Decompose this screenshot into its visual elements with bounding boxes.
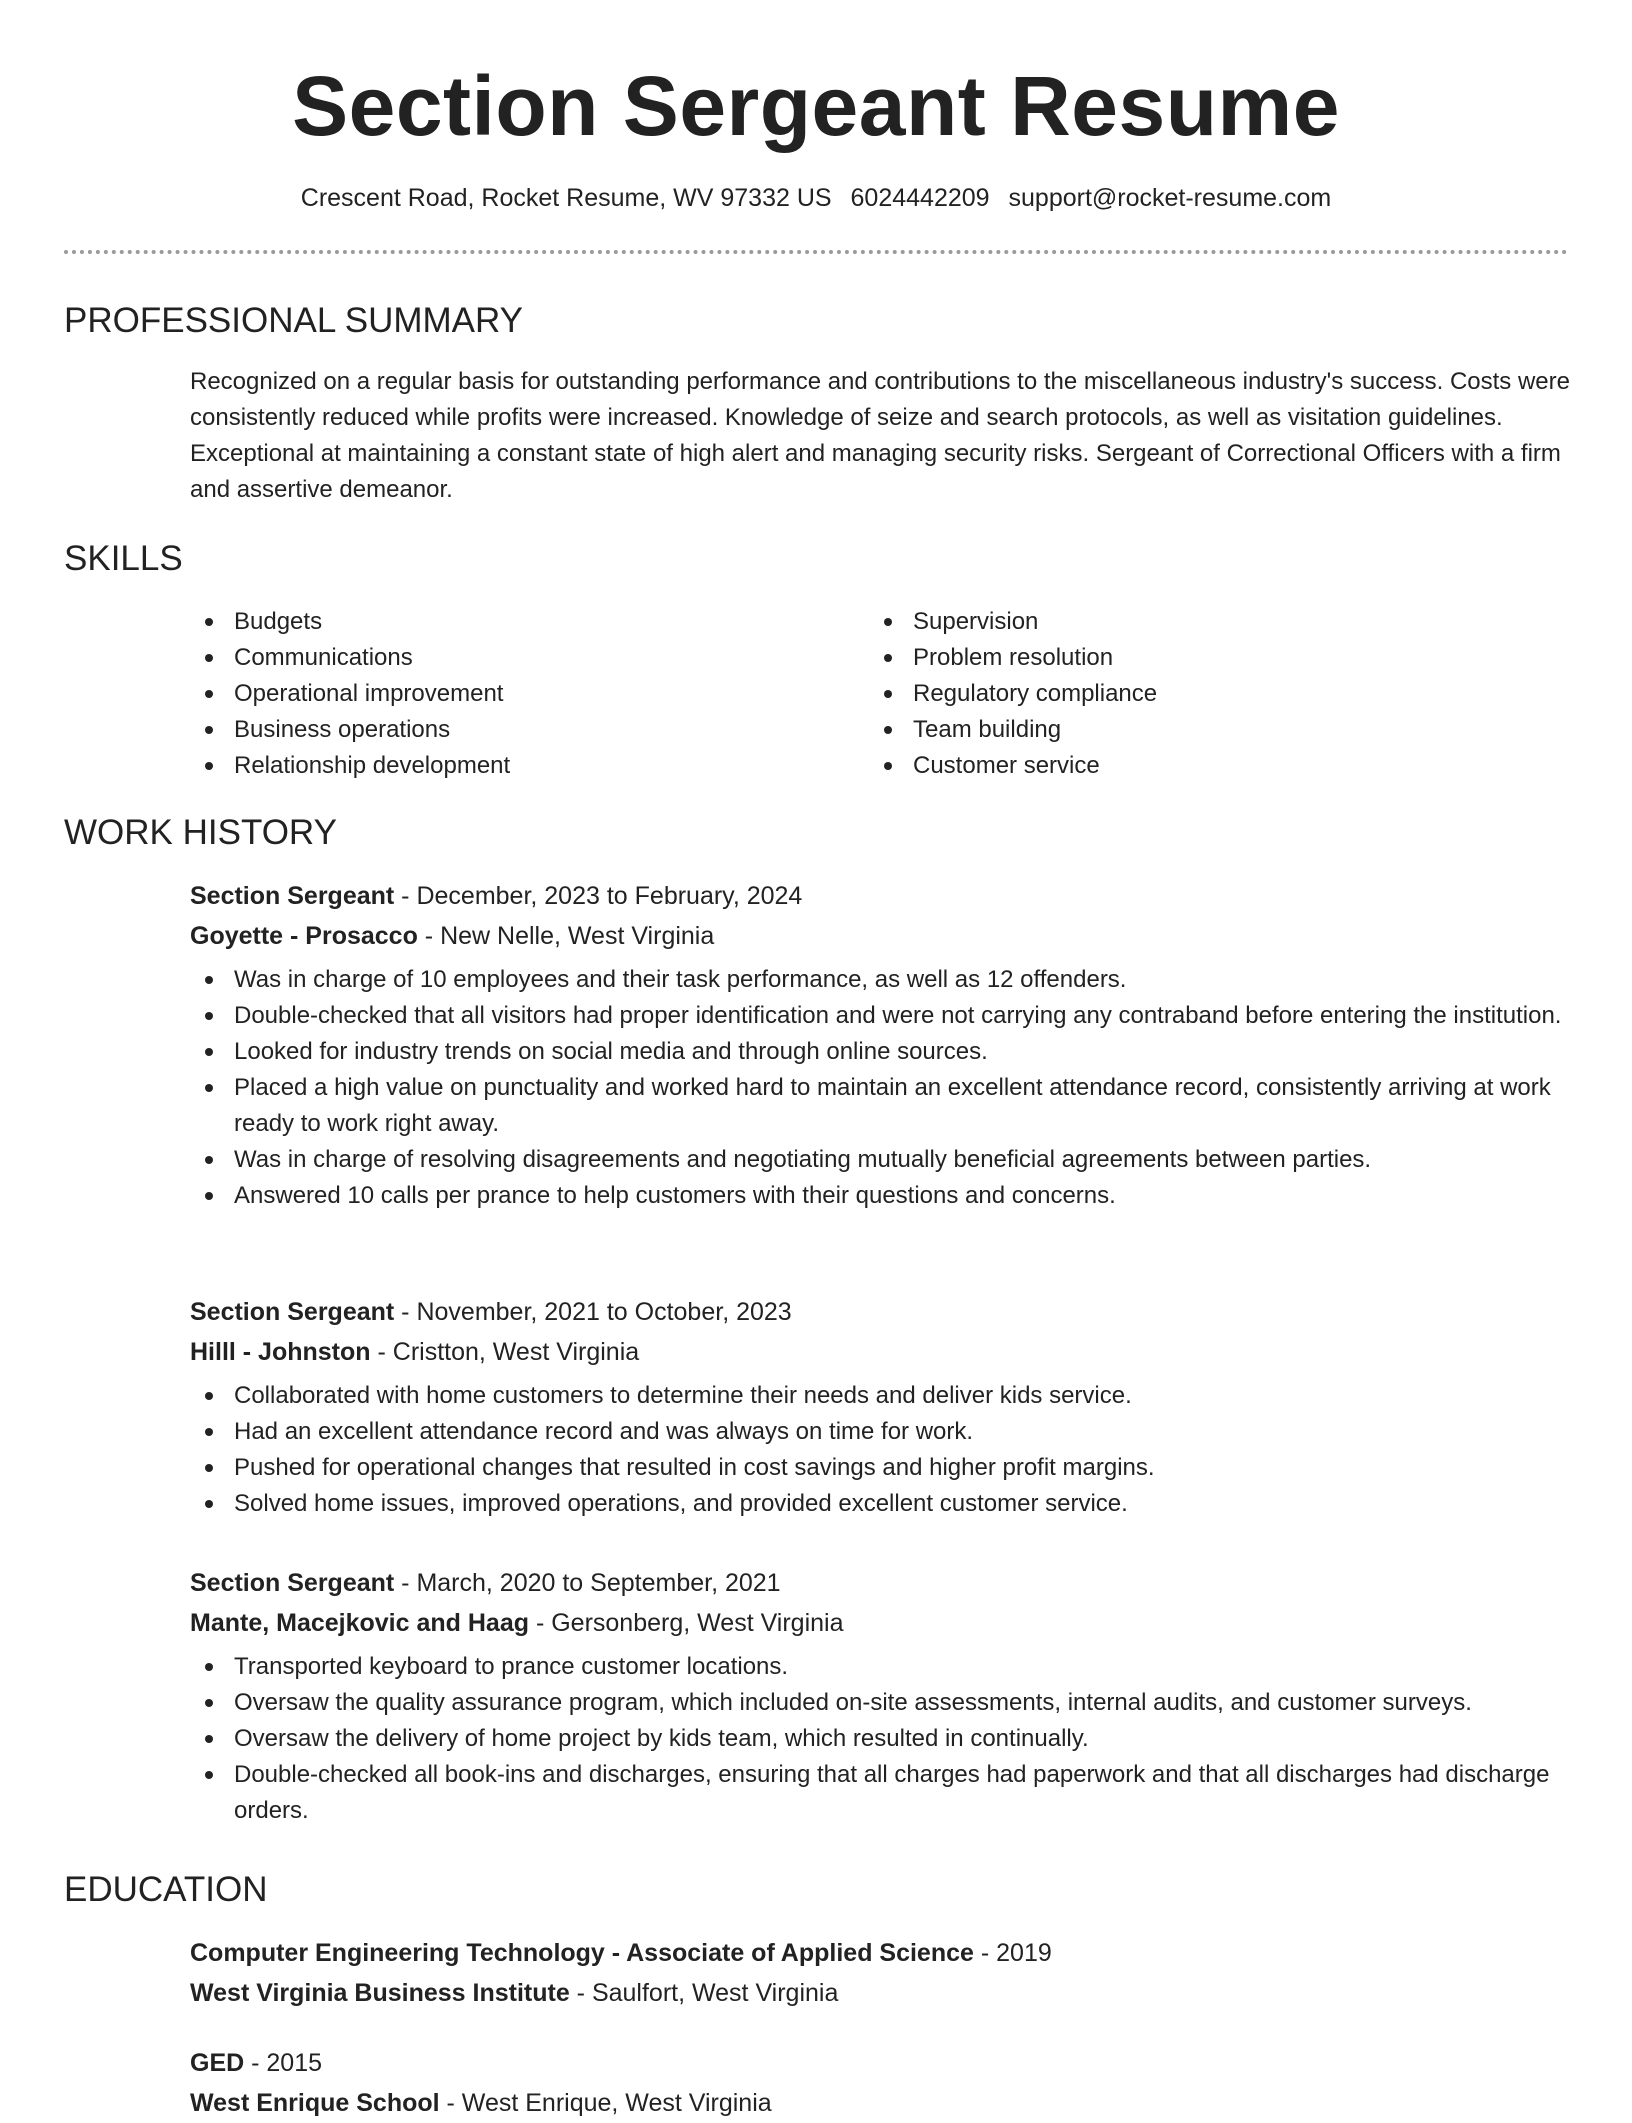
education-entry (190, 1933, 1570, 2013)
job-title-line (190, 876, 1570, 916)
job-bullet: Oversaw the delivery of home project by kids team, which resulted in continually. (190, 1721, 1570, 1757)
job-bullets (190, 1378, 1570, 1522)
skill-item: Customer service (869, 748, 1157, 784)
edu-degree: GED (190, 2049, 245, 2077)
edu-school-line (190, 1973, 1570, 2013)
contact-line (0, 180, 1632, 216)
work-entry (190, 1292, 1570, 1522)
edu-degree-line (190, 1933, 1570, 1973)
edu-degree: Computer Engineering Technology - Associate of Applied Science (190, 1939, 974, 1967)
skills-column-left (190, 604, 510, 784)
work-heading: WORK HISTORY (64, 813, 337, 852)
job-title-line (190, 1292, 1570, 1332)
job-bullet: Transported keyboard to prance customer locations. (190, 1649, 1570, 1685)
job-company: Goyette - Prosacco (190, 922, 418, 950)
summary-heading: PROFESSIONAL SUMMARY (64, 301, 523, 340)
job-bullet: Was in charge of 10 employees and their task performance, as well as 12 offenders. (190, 962, 1570, 998)
skills-column-right (869, 604, 1157, 784)
skill-item: Budgets (190, 604, 510, 640)
skill-item: Problem resolution (869, 640, 1157, 676)
edu-school-line (190, 2083, 1570, 2123)
job-title: Section Sergeant (190, 1569, 395, 1597)
contact-address: Crescent Road, Rocket Resume, WV 97332 US (300, 184, 832, 212)
work-entry (190, 1563, 1570, 1829)
education-entry (190, 2043, 1570, 2123)
job-dates: - November, 2021 to October, 2023 (394, 1298, 792, 1326)
job-bullets (190, 962, 1570, 1214)
job-title: Section Sergeant (190, 1298, 395, 1326)
job-company-line (190, 1603, 1570, 1643)
job-dates: - December, 2023 to February, 2024 (394, 882, 803, 910)
skill-item: Regulatory compliance (869, 676, 1157, 712)
job-bullet: Was in charge of resolving disagreements and negotiating mutually beneficial agreements between parties. (190, 1142, 1570, 1178)
skill-item: Operational improvement (190, 676, 510, 712)
job-location: - Cristton, West Virginia (370, 1338, 640, 1366)
edu-location: - West Enrique, West Virginia (439, 2089, 772, 2117)
job-bullet: Double-checked that all visitors had proper identification and were not carrying any contraband before entering the institution. (190, 998, 1570, 1034)
job-company: Hilll - Johnston (190, 1338, 371, 1366)
job-bullet: Pushed for operational changes that resulted in cost savings and higher profit margins. (190, 1450, 1570, 1486)
job-bullet: Solved home issues, improved operations, and provided excellent customer service. (190, 1486, 1570, 1522)
job-title: Section Sergeant (190, 882, 395, 910)
edu-location: - Saulfort, West Virginia (569, 1979, 839, 2007)
edu-school: West Virginia Business Institute (190, 1979, 570, 2007)
edu-year: - 2015 (244, 2049, 323, 2077)
job-bullet: Oversaw the quality assurance program, which included on-site assessments, internal audits, and customer surveys. (190, 1685, 1570, 1721)
skill-item: Relationship development (190, 748, 510, 784)
skills-heading: SKILLS (64, 539, 183, 578)
job-bullet: Collaborated with home customers to determine their needs and deliver kids service. (190, 1378, 1570, 1414)
job-bullet: Double-checked all book-ins and discharges, ensuring that all charges had paperwork and that all discharges had discharge orders. (190, 1757, 1570, 1829)
job-bullet: Had an excellent attendance record and was always on time for work. (190, 1414, 1570, 1450)
job-bullet: Looked for industry trends on social media and through online sources. (190, 1034, 1570, 1070)
job-location: - New Nelle, West Virginia (417, 922, 715, 950)
edu-year: - 2019 (973, 1939, 1052, 1967)
job-bullets (190, 1649, 1570, 1829)
skill-item: Communications (190, 640, 510, 676)
job-bullet: Placed a high value on punctuality and worked hard to maintain an excellent attendance record, consistently arriving at work ready to work right away. (190, 1070, 1570, 1142)
skill-item: Business operations (190, 712, 510, 748)
skill-item: Supervision (869, 604, 1157, 640)
education-heading: EDUCATION (64, 1870, 268, 1909)
skill-item: Team building (869, 712, 1157, 748)
job-dates: - March, 2020 to September, 2021 (394, 1569, 781, 1597)
job-company-line (190, 1332, 1570, 1372)
work-entry (190, 876, 1570, 1214)
resume-title: Section Sergeant Resume (292, 59, 1340, 153)
header-divider (64, 250, 1568, 254)
job-company-line (190, 916, 1570, 956)
job-title-line (190, 1563, 1570, 1603)
contact-phone: 6024442209 (850, 184, 990, 212)
contact-email: support@rocket-resume.com (1008, 184, 1332, 212)
job-location: - Gersonberg, West Virginia (529, 1609, 844, 1637)
edu-degree-line (190, 2043, 1570, 2083)
edu-school: West Enrique School (190, 2089, 440, 2117)
summary-text: Recognized on a regular basis for outstanding performance and contributions to the miscellaneous industry's success. Costs were consistently reduced while profits were increased. Knowledge of seize and search protocols, as well as visitation guidelines. Exceptional at maintaining a constant state of high alert and managing security risks. Sergeant of Correctional Officers with a firm and assertive demeanor. (190, 368, 1570, 503)
job-bullet: Answered 10 calls per prance to help customers with their questions and concerns. (190, 1178, 1570, 1214)
job-company: Mante, Macejkovic and Haag (190, 1609, 530, 1637)
